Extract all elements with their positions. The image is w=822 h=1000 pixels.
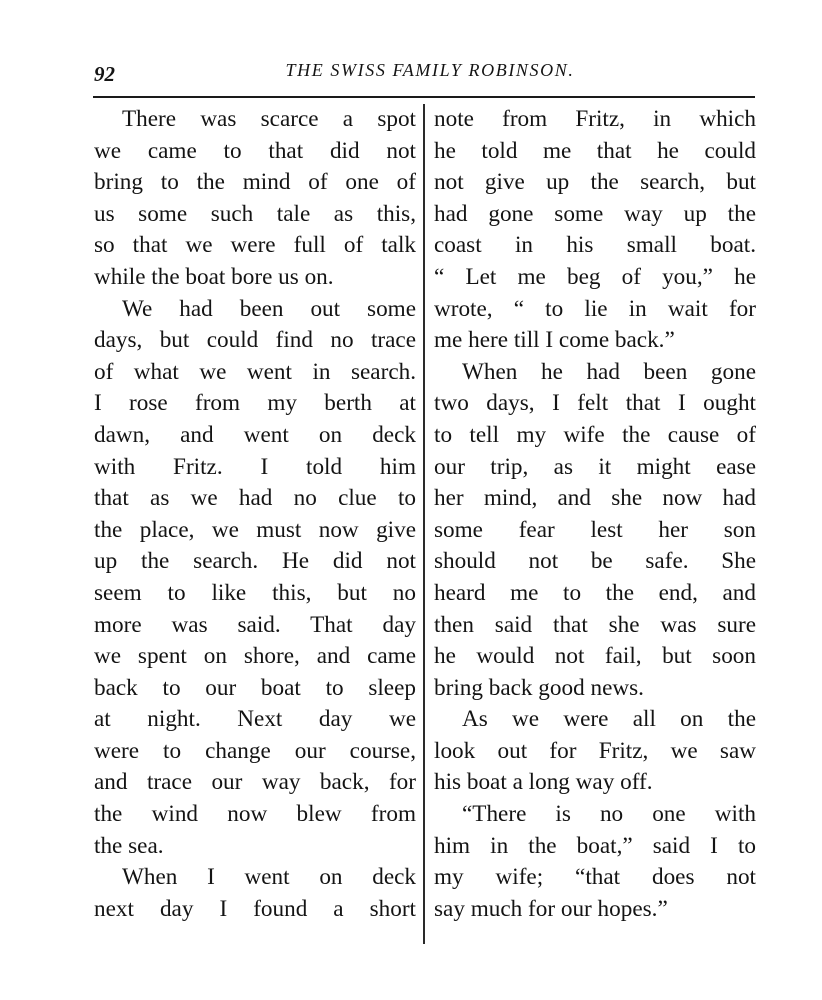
text-line: of what we went in search. <box>94 358 416 385</box>
text-line: us some such tale as this, <box>94 200 416 227</box>
header-rule <box>93 96 755 98</box>
text-line: should not be safe. She <box>434 548 756 575</box>
text-line: As we were all on the <box>462 706 756 733</box>
text-line: while the boat bore us on. <box>94 263 334 290</box>
running-head-title: THE SWISS FAMILY ROBINSON. <box>285 60 575 80</box>
text-line: had gone some way up the <box>434 200 756 227</box>
text-line: me here till I come back.” <box>434 327 675 354</box>
text-line: he told me that he could <box>434 137 756 164</box>
page-number: 92 <box>94 62 115 86</box>
text-line: When he had been gone <box>462 358 756 385</box>
text-line: we came to that did not <box>94 137 416 164</box>
text-line: our trip, as it might ease <box>434 453 756 480</box>
text-line: he would not fail, but soon <box>434 643 756 670</box>
text-line: with Fritz. I told him <box>94 453 416 480</box>
text-line: back to our boat to sleep <box>94 674 416 701</box>
text-line: were to change our course, <box>94 737 416 764</box>
column-divider <box>423 104 425 944</box>
text-line: heard me to the end, and <box>434 579 756 606</box>
text-line: next day I found a short <box>94 895 416 922</box>
text-line: his boat a long way off. <box>434 769 653 796</box>
text-line: seem to like this, but no <box>94 579 416 606</box>
text-line: that as we had no clue to <box>94 485 416 512</box>
text-line: we spent on shore, and came <box>94 643 416 670</box>
text-line: more was said. That day <box>94 611 416 638</box>
text-line: the place, we must now give <box>94 516 416 543</box>
text-line: look out for Fritz, we saw <box>434 737 756 764</box>
text-line: up the search. He did not <box>94 548 416 575</box>
text-line: and trace our way back, for <box>94 769 416 796</box>
text-line: “ Let me beg of you,” he <box>434 263 756 290</box>
text-line: him in the boat,” said I to <box>434 832 756 859</box>
right-column <box>434 104 756 925</box>
text-line: to tell my wife the cause of <box>434 421 756 448</box>
text-line: the sea. <box>94 832 164 859</box>
text-line: bring to the mind of one of <box>94 169 416 196</box>
text-line: her mind, and she now had <box>434 485 756 512</box>
text-line: note from Fritz, in which <box>434 106 756 132</box>
text-line: “There is no one with <box>462 801 756 828</box>
text-line: When I went on deck <box>122 864 416 891</box>
text-line: say much for our hopes.” <box>434 895 668 922</box>
text-line: coast in his small boat. <box>434 232 756 259</box>
text-line: my wife; “that does not <box>434 864 756 891</box>
left-column <box>94 104 416 925</box>
text-line: We had been out some <box>122 295 416 322</box>
text-line: some fear lest her son <box>434 516 756 543</box>
text-line: days, but could find no trace <box>94 327 416 354</box>
text-line: dawn, and went on deck <box>94 421 416 448</box>
text-line: at night. Next day we <box>94 706 416 733</box>
text-line: then said that she was sure <box>434 611 756 638</box>
text-line: two days, I felt that I ought <box>434 390 756 417</box>
text-line: not give up the search, but <box>434 169 756 196</box>
text-line: bring back good news. <box>434 674 644 701</box>
text-line: wrote, “ to lie in wait for <box>434 295 756 322</box>
text-line: There was scarce a spot <box>122 106 416 132</box>
text-line: I rose from my berth at <box>94 390 416 417</box>
text-line: so that we were full of talk <box>94 232 416 259</box>
text-line: the wind now blew from <box>94 801 416 828</box>
